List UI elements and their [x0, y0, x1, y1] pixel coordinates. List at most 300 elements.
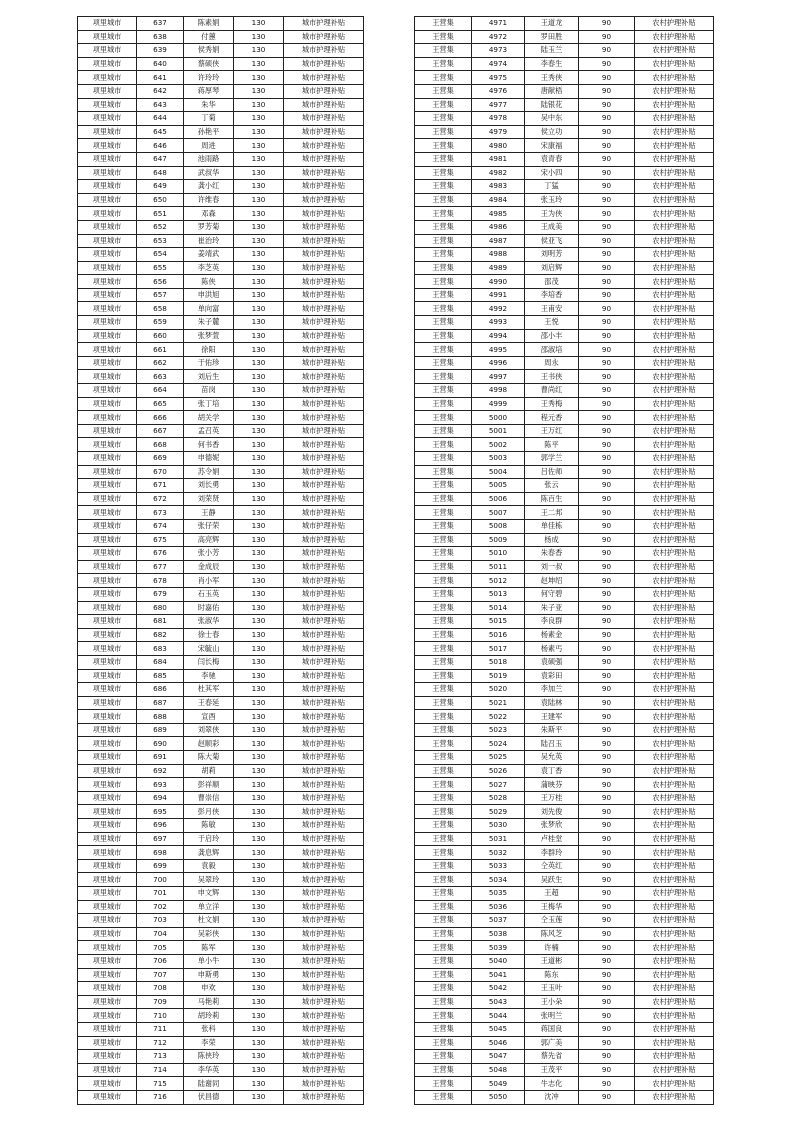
amount-cell: 90	[579, 655, 635, 669]
area-cell: 项里城市	[78, 914, 137, 928]
name-cell: 仝玉莲	[525, 914, 579, 928]
table-row	[415, 655, 714, 669]
id-cell: 4990	[472, 275, 525, 289]
type-cell: 城市护理补贴	[284, 1077, 364, 1091]
amount-cell: 90	[579, 125, 635, 139]
name-cell: 罗田胜	[525, 30, 579, 44]
table-row	[78, 207, 364, 221]
type-cell: 农村护理补贴	[635, 819, 714, 833]
type-cell: 城市护理补贴	[284, 683, 364, 697]
table-row	[415, 30, 714, 44]
table-row	[415, 954, 714, 968]
id-cell: 699	[137, 859, 184, 873]
amount-cell: 90	[579, 248, 635, 262]
table-row	[415, 615, 714, 629]
id-cell: 692	[137, 764, 184, 778]
type-cell: 农村护理补贴	[635, 791, 714, 805]
name-cell: 陈东	[525, 968, 579, 982]
type-cell: 农村护理补贴	[635, 112, 714, 126]
area-cell: 项里城市	[78, 846, 137, 860]
id-cell: 691	[137, 751, 184, 765]
id-cell: 644	[137, 112, 184, 126]
type-cell: 城市护理补贴	[284, 71, 364, 85]
area-cell: 王营集	[415, 17, 472, 31]
table-row	[415, 180, 714, 194]
type-cell: 农村护理补贴	[635, 30, 714, 44]
type-cell: 农村护理补贴	[635, 655, 714, 669]
amount-cell: 130	[234, 587, 284, 601]
name-cell: 袁毅	[184, 859, 234, 873]
name-cell: 宋小四	[525, 166, 579, 180]
area-cell: 王营集	[415, 329, 472, 343]
table-row	[78, 846, 364, 860]
area-cell: 项里城市	[78, 424, 137, 438]
amount-cell: 130	[234, 302, 284, 316]
name-cell: 李培香	[525, 288, 579, 302]
id-cell: 4999	[472, 397, 525, 411]
name-cell: 朱华	[184, 98, 234, 112]
id-cell: 666	[137, 411, 184, 425]
table-row	[78, 98, 364, 112]
area-cell: 王营集	[415, 560, 472, 574]
name-cell: 刘启辉	[525, 261, 579, 275]
name-cell: 陈军	[184, 941, 234, 955]
area-cell: 王营集	[415, 44, 472, 58]
name-cell: 杨成	[525, 533, 579, 547]
id-cell: 5039	[472, 941, 525, 955]
amount-cell: 130	[234, 397, 284, 411]
type-cell: 农村护理补贴	[635, 914, 714, 928]
table-row	[415, 17, 714, 31]
table-row	[78, 275, 364, 289]
type-cell: 城市护理补贴	[284, 152, 364, 166]
type-cell: 农村护理补贴	[635, 533, 714, 547]
name-cell: 侯立功	[525, 125, 579, 139]
type-cell: 农村护理补贴	[635, 519, 714, 533]
name-cell: 陆银花	[525, 98, 579, 112]
area-cell: 王营集	[415, 914, 472, 928]
amount-cell: 130	[234, 887, 284, 901]
table-row	[78, 995, 364, 1009]
id-cell: 694	[137, 791, 184, 805]
type-cell: 农村护理补贴	[635, 995, 714, 1009]
amount-cell: 90	[579, 452, 635, 466]
amount-cell: 90	[579, 1036, 635, 1050]
id-cell: 4992	[472, 302, 525, 316]
table-row	[415, 166, 714, 180]
type-cell: 农村护理补贴	[635, 84, 714, 98]
area-cell: 王营集	[415, 533, 472, 547]
table-row	[78, 152, 364, 166]
amount-cell: 90	[579, 370, 635, 384]
table-row	[78, 533, 364, 547]
table-row	[415, 302, 714, 316]
area-cell: 项里城市	[78, 560, 137, 574]
id-cell: 697	[137, 832, 184, 846]
table-row	[78, 57, 364, 71]
amount-cell: 130	[234, 30, 284, 44]
amount-cell: 90	[579, 683, 635, 697]
name-cell: 沈冲	[525, 1090, 579, 1104]
table-row	[78, 723, 364, 737]
area-cell: 王营集	[415, 642, 472, 656]
id-cell: 5028	[472, 791, 525, 805]
amount-cell: 90	[579, 954, 635, 968]
area-cell: 项里城市	[78, 261, 137, 275]
name-cell: 崔治玲	[184, 234, 234, 248]
id-cell: 668	[137, 438, 184, 452]
table-row	[415, 723, 714, 737]
name-cell: 许维春	[184, 193, 234, 207]
id-cell: 655	[137, 261, 184, 275]
type-cell: 农村护理补贴	[635, 751, 714, 765]
amount-cell: 130	[234, 791, 284, 805]
id-cell: 5033	[472, 859, 525, 873]
name-cell: 李春生	[525, 57, 579, 71]
table-row	[415, 356, 714, 370]
area-cell: 项里城市	[78, 941, 137, 955]
amount-cell: 130	[234, 995, 284, 1009]
id-cell: 5023	[472, 723, 525, 737]
name-cell: 单佳栋	[525, 519, 579, 533]
name-cell: 李驰	[184, 669, 234, 683]
name-cell: 龚息辉	[184, 846, 234, 860]
amount-cell: 130	[234, 900, 284, 914]
table-row	[415, 125, 714, 139]
id-cell: 5037	[472, 914, 525, 928]
area-cell: 王营集	[415, 356, 472, 370]
amount-cell: 90	[579, 207, 635, 221]
table-row	[78, 248, 364, 262]
amount-cell: 130	[234, 574, 284, 588]
table-row	[78, 791, 364, 805]
area-cell: 王营集	[415, 927, 472, 941]
name-cell: 刘明芳	[525, 248, 579, 262]
area-cell: 王营集	[415, 615, 472, 629]
type-cell: 农村护理补贴	[635, 941, 714, 955]
type-cell: 城市护理补贴	[284, 995, 364, 1009]
area-cell: 王营集	[415, 574, 472, 588]
table-row	[415, 220, 714, 234]
area-cell: 王营集	[415, 846, 472, 860]
area-cell: 王营集	[415, 1063, 472, 1077]
amount-cell: 130	[234, 954, 284, 968]
name-cell: 杜文娟	[184, 914, 234, 928]
name-cell: 宣酉	[184, 710, 234, 724]
area-cell: 项里城市	[78, 248, 137, 262]
table-row	[78, 1022, 364, 1036]
id-cell: 5041	[472, 968, 525, 982]
name-cell: 王万红	[525, 424, 579, 438]
type-cell: 农村护理补贴	[635, 288, 714, 302]
type-cell: 城市护理补贴	[284, 506, 364, 520]
table-row	[78, 601, 364, 615]
amount-cell: 130	[234, 914, 284, 928]
table-row	[415, 900, 714, 914]
amount-cell: 130	[234, 1063, 284, 1077]
area-cell: 王营集	[415, 1077, 472, 1091]
area-cell: 王营集	[415, 791, 472, 805]
area-cell: 项里城市	[78, 17, 137, 31]
id-cell: 4989	[472, 261, 525, 275]
area-cell: 王营集	[415, 683, 472, 697]
type-cell: 城市护理补贴	[284, 914, 364, 928]
type-cell: 城市护理补贴	[284, 98, 364, 112]
name-cell: 张仔荣	[184, 519, 234, 533]
area-cell: 王营集	[415, 995, 472, 1009]
type-cell: 城市护理补贴	[284, 587, 364, 601]
amount-cell: 130	[234, 941, 284, 955]
id-cell: 696	[137, 819, 184, 833]
name-cell: 刘一叔	[525, 560, 579, 574]
amount-cell: 90	[579, 112, 635, 126]
name-cell: 王春延	[184, 696, 234, 710]
table-row	[78, 234, 364, 248]
name-cell: 郭广美	[525, 1036, 579, 1050]
area-cell: 项里城市	[78, 220, 137, 234]
area-cell: 王营集	[415, 302, 472, 316]
id-cell: 5009	[472, 533, 525, 547]
table-row	[78, 710, 364, 724]
type-cell: 城市护理补贴	[284, 778, 364, 792]
name-cell: 张明兰	[525, 1009, 579, 1023]
amount-cell: 130	[234, 805, 284, 819]
id-cell: 663	[137, 370, 184, 384]
amount-cell: 90	[579, 547, 635, 561]
name-cell: 李华英	[184, 1063, 234, 1077]
area-cell: 王营集	[415, 968, 472, 982]
name-cell: 单立洋	[184, 900, 234, 914]
area-cell: 王营集	[415, 384, 472, 398]
id-cell: 669	[137, 452, 184, 466]
table-row	[78, 914, 364, 928]
type-cell: 城市护理补贴	[284, 112, 364, 126]
name-cell: 蔡先省	[525, 1050, 579, 1064]
table-row	[415, 927, 714, 941]
type-cell: 城市护理补贴	[284, 832, 364, 846]
id-cell: 672	[137, 492, 184, 506]
id-cell: 5046	[472, 1036, 525, 1050]
id-cell: 715	[137, 1077, 184, 1091]
type-cell: 城市护理补贴	[284, 533, 364, 547]
amount-cell: 90	[579, 438, 635, 452]
name-cell: 蒋厚琴	[184, 84, 234, 98]
table-row	[78, 805, 364, 819]
name-cell: 郭学兰	[525, 452, 579, 466]
id-cell: 652	[137, 220, 184, 234]
id-cell: 641	[137, 71, 184, 85]
amount-cell: 130	[234, 84, 284, 98]
id-cell: 4987	[472, 234, 525, 248]
area-cell: 项里城市	[78, 601, 137, 615]
table-row	[415, 560, 714, 574]
area-cell: 项里城市	[78, 302, 137, 316]
name-cell: 彭月侠	[184, 805, 234, 819]
id-cell: 646	[137, 139, 184, 153]
name-cell: 肖小军	[184, 574, 234, 588]
name-cell: 曹尚红	[525, 384, 579, 398]
area-cell: 王营集	[415, 764, 472, 778]
area-cell: 项里城市	[78, 275, 137, 289]
amount-cell: 90	[579, 152, 635, 166]
name-cell: 姜靖武	[184, 248, 234, 262]
amount-cell: 90	[579, 927, 635, 941]
type-cell: 城市护理补贴	[284, 954, 364, 968]
area-cell: 王营集	[415, 941, 472, 955]
amount-cell: 90	[579, 193, 635, 207]
amount-cell: 90	[579, 791, 635, 805]
table-row	[415, 479, 714, 493]
table-row	[415, 424, 714, 438]
table-row	[78, 343, 364, 357]
id-cell: 656	[137, 275, 184, 289]
id-cell: 5022	[472, 710, 525, 724]
type-cell: 农村护理补贴	[635, 248, 714, 262]
id-cell: 5012	[472, 574, 525, 588]
amount-cell: 90	[579, 288, 635, 302]
table-row	[415, 737, 714, 751]
amount-cell: 130	[234, 465, 284, 479]
type-cell: 农村护理补贴	[635, 71, 714, 85]
table-row	[78, 968, 364, 982]
area-cell: 项里城市	[78, 805, 137, 819]
area-cell: 项里城市	[78, 30, 137, 44]
name-cell: 李群玲	[525, 846, 579, 860]
type-cell: 城市护理补贴	[284, 710, 364, 724]
id-cell: 707	[137, 968, 184, 982]
table-row	[78, 859, 364, 873]
id-cell: 638	[137, 30, 184, 44]
table-row	[78, 587, 364, 601]
amount-cell: 130	[234, 275, 284, 289]
name-cell: 龚小红	[184, 180, 234, 194]
name-cell: 邵淑培	[525, 343, 579, 357]
type-cell: 城市护理补贴	[284, 1050, 364, 1064]
amount-cell: 130	[234, 261, 284, 275]
area-cell: 项里城市	[78, 84, 137, 98]
table-row	[78, 560, 364, 574]
amount-cell: 90	[579, 1022, 635, 1036]
table-row	[78, 628, 364, 642]
area-cell: 项里城市	[78, 832, 137, 846]
amount-cell: 130	[234, 125, 284, 139]
type-cell: 城市护理补贴	[284, 343, 364, 357]
table-row	[78, 819, 364, 833]
name-cell: 朱春香	[525, 547, 579, 561]
name-cell: 于启玲	[184, 832, 234, 846]
area-cell: 王营集	[415, 669, 472, 683]
id-cell: 665	[137, 397, 184, 411]
type-cell: 城市护理补贴	[284, 1009, 364, 1023]
amount-cell: 90	[579, 411, 635, 425]
type-cell: 城市护理补贴	[284, 628, 364, 642]
type-cell: 农村护理补贴	[635, 968, 714, 982]
amount-cell: 130	[234, 710, 284, 724]
area-cell: 项里城市	[78, 533, 137, 547]
amount-cell: 130	[234, 220, 284, 234]
area-cell: 王营集	[415, 737, 472, 751]
name-cell: 张淑华	[184, 615, 234, 629]
amount-cell: 130	[234, 696, 284, 710]
area-cell: 王营集	[415, 601, 472, 615]
amount-cell: 90	[579, 84, 635, 98]
id-cell: 5015	[472, 615, 525, 629]
type-cell: 城市护理补贴	[284, 887, 364, 901]
table-row	[415, 139, 714, 153]
amount-cell: 90	[579, 275, 635, 289]
name-cell: 付蕙	[184, 30, 234, 44]
area-cell: 项里城市	[78, 859, 137, 873]
id-cell: 690	[137, 737, 184, 751]
type-cell: 城市护理补贴	[284, 492, 364, 506]
table-row	[78, 927, 364, 941]
area-cell: 项里城市	[78, 1022, 137, 1036]
table-row	[415, 791, 714, 805]
name-cell: 于佑珍	[184, 356, 234, 370]
type-cell: 城市护理补贴	[284, 465, 364, 479]
area-cell: 王营集	[415, 696, 472, 710]
name-cell: 张云	[525, 479, 579, 493]
table-row	[78, 1036, 364, 1050]
id-cell: 651	[137, 207, 184, 221]
table-row	[78, 370, 364, 384]
id-cell: 4971	[472, 17, 525, 31]
name-cell: 吴跃生	[525, 873, 579, 887]
id-cell: 5007	[472, 506, 525, 520]
id-cell: 645	[137, 125, 184, 139]
name-cell: 高亮辉	[184, 533, 234, 547]
name-cell: 王静	[184, 506, 234, 520]
area-cell: 王营集	[415, 98, 472, 112]
area-cell: 项里城市	[78, 547, 137, 561]
name-cell: 陆召玉	[525, 737, 579, 751]
table-row	[415, 71, 714, 85]
table-row	[78, 166, 364, 180]
name-cell: 王万桂	[525, 791, 579, 805]
table-row	[78, 615, 364, 629]
id-cell: 5042	[472, 982, 525, 996]
id-cell: 4996	[472, 356, 525, 370]
area-cell: 王营集	[415, 452, 472, 466]
id-cell: 681	[137, 615, 184, 629]
id-cell: 5013	[472, 587, 525, 601]
id-cell: 703	[137, 914, 184, 928]
area-cell: 项里城市	[78, 180, 137, 194]
area-cell: 项里城市	[78, 1050, 137, 1064]
table-row	[415, 1036, 714, 1050]
amount-cell: 90	[579, 30, 635, 44]
type-cell: 农村护理补贴	[635, 465, 714, 479]
name-cell: 金成辰	[184, 560, 234, 574]
id-cell: 662	[137, 356, 184, 370]
amount-cell: 130	[234, 234, 284, 248]
table-row	[415, 819, 714, 833]
name-cell: 陈敏	[184, 819, 234, 833]
area-cell: 王营集	[415, 723, 472, 737]
amount-cell: 130	[234, 316, 284, 330]
name-cell: 胡玲莉	[184, 1009, 234, 1023]
table-row	[415, 683, 714, 697]
id-cell: 4984	[472, 193, 525, 207]
id-cell: 708	[137, 982, 184, 996]
amount-cell: 130	[234, 1077, 284, 1091]
table-row	[78, 30, 364, 44]
table-row	[78, 683, 364, 697]
id-cell: 702	[137, 900, 184, 914]
type-cell: 城市护理补贴	[284, 57, 364, 71]
amount-cell: 90	[579, 914, 635, 928]
id-cell: 661	[137, 343, 184, 357]
